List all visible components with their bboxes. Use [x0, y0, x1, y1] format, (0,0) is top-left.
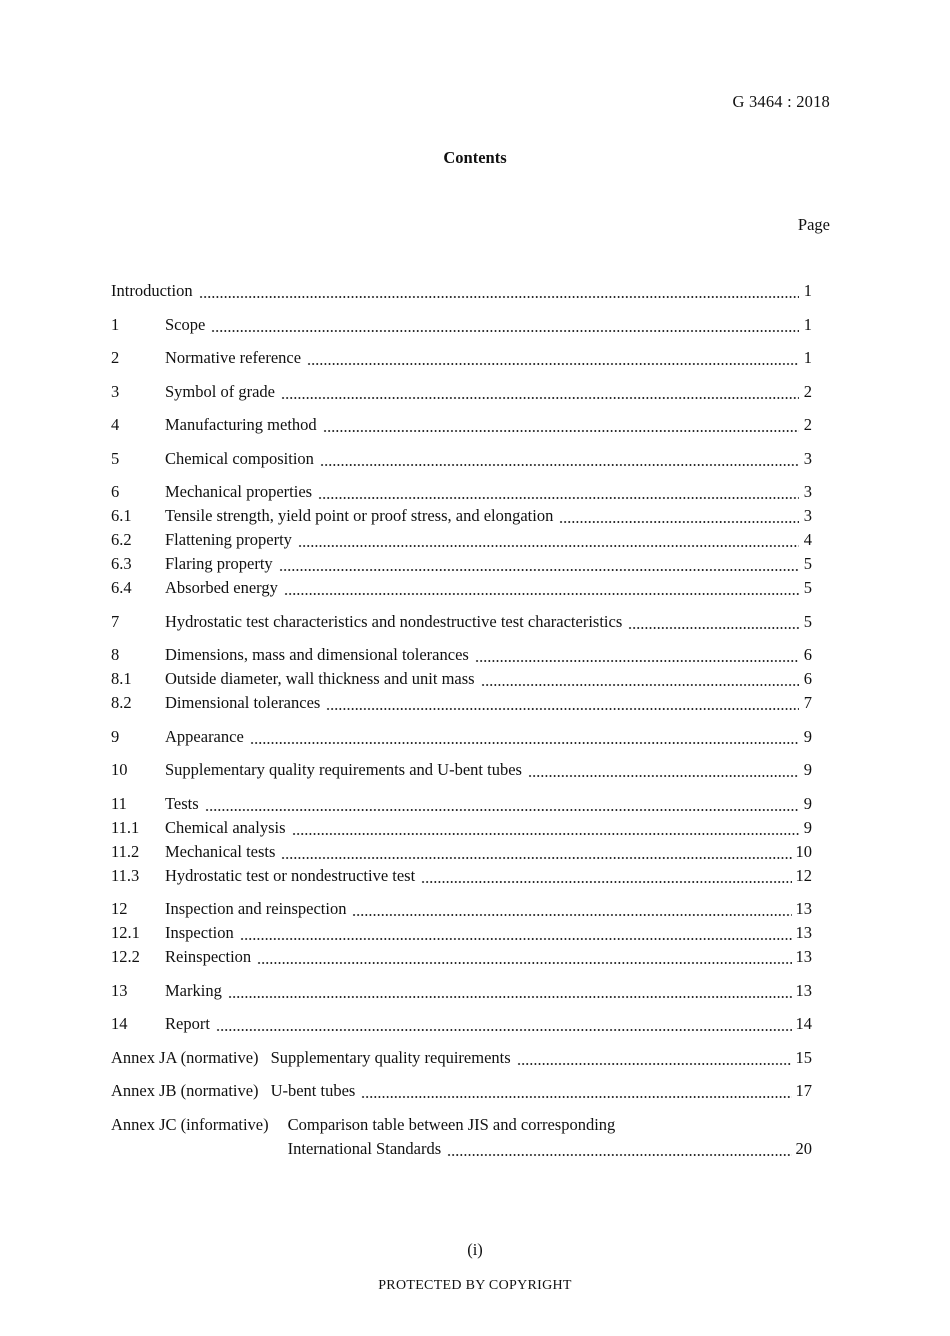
toc-entry[interactable] [111, 380, 812, 404]
toc-entry-page: 9 [803, 817, 812, 837]
toc-entry-page: 6 [803, 645, 812, 664]
toc-entry-number: 2 [111, 348, 120, 367]
toc-entry[interactable] [111, 447, 812, 471]
toc-entry-label: Dimensional tolerances [165, 693, 321, 712]
annex-title: Comparison table between JIS and corresponding [287, 1114, 616, 1134]
toc-entry-label: Report [165, 1014, 210, 1033]
dot-leader [318, 480, 799, 504]
toc-entry-page: 13 [795, 947, 812, 966]
toc-entry[interactable] [111, 792, 812, 816]
toc-entry-number: 6.3 [111, 554, 132, 573]
toc-entry-number: 11 [111, 793, 127, 813]
toc-entry-number: 14 [111, 1014, 128, 1033]
toc-entry-label: Manufacturing method [165, 415, 317, 434]
annex-designation: Annex JC (informative) [111, 1114, 269, 1134]
toc-entry-label: Flaring property [165, 554, 273, 573]
toc-entry-page: 1 [803, 314, 812, 334]
toc-entry[interactable] [111, 921, 812, 945]
copyright-notice: PROTECTED BY COPYRIGHT [378, 1278, 572, 1293]
dot-leader [292, 816, 799, 840]
toc-entry-number: 1 [111, 314, 120, 334]
toc-entry[interactable] [111, 528, 812, 552]
toc-entry-page: 5 [803, 554, 812, 573]
document-id: G 3464 : 2018 [732, 92, 830, 111]
annex-title-line [288, 1137, 812, 1161]
toc-entry-number: 6.4 [111, 578, 132, 597]
dot-leader [211, 313, 799, 337]
toc-entry-page: 1 [803, 281, 812, 300]
table-of-contents [111, 279, 812, 1161]
toc-entry-page: 13 [795, 923, 812, 942]
toc-entry-label: Normative reference [165, 348, 302, 367]
toc-entry-label: Appearance [165, 726, 244, 746]
dot-leader [559, 504, 799, 528]
toc-entry[interactable] [111, 576, 812, 600]
toc-entry[interactable] [111, 1012, 812, 1036]
annex-title: U-bent tubes [270, 1081, 356, 1100]
toc-entry-page: 12 [795, 865, 812, 885]
toc-entry-label: Introduction [111, 281, 193, 300]
annex-entry[interactable] [111, 1113, 812, 1161]
toc-entry-number: 9 [111, 726, 120, 746]
toc-entry[interactable] [111, 610, 812, 634]
toc-entry-label: Tensile strength, yield point or proof stress, and elongation [165, 506, 554, 525]
toc-entry-number: 12.1 [111, 923, 140, 942]
toc-entry-page: 3 [803, 482, 812, 501]
toc-entry-label: Mechanical properties [165, 482, 313, 501]
toc-entry-page: 2 [803, 381, 812, 401]
toc-entry[interactable] [111, 691, 812, 715]
toc-entry-number: 6.2 [111, 530, 132, 549]
dot-leader [517, 1046, 792, 1070]
toc-entry-number: 10 [111, 760, 128, 779]
toc-entry-label: Inspection [165, 923, 234, 942]
dot-leader [421, 864, 791, 888]
toc-entry-page: 9 [803, 793, 812, 813]
dot-leader [528, 758, 799, 782]
toc-entry[interactable] [111, 979, 812, 1003]
toc-entry[interactable] [111, 945, 812, 969]
page-title: Contents [443, 148, 507, 167]
toc-entry-number: 11.2 [111, 841, 140, 861]
toc-entry-number: 12 [111, 899, 128, 918]
dot-leader [323, 413, 799, 437]
toc-entry-label: Tests [165, 793, 199, 813]
toc-entry[interactable] [111, 816, 812, 840]
toc-entry-label: Hydrostatic test characteristics and nondestructive test characteristics [165, 611, 623, 631]
toc-entry-label: Dimensions, mass and dimensional tolerances [165, 645, 469, 664]
toc-entry-number: 6.1 [111, 506, 132, 525]
toc-entry-page: 14 [795, 1014, 812, 1033]
dot-leader [279, 552, 799, 576]
toc-entry-label: Inspection and reinspection [165, 899, 347, 918]
toc-entry-page: 9 [803, 726, 812, 746]
dot-leader [320, 447, 799, 471]
dot-leader [205, 792, 799, 816]
toc-entry-page: 6 [803, 669, 812, 688]
dot-leader [298, 528, 799, 552]
annex-page: 20 [795, 1138, 812, 1158]
page-column-heading: Page [797, 215, 830, 234]
toc-entry[interactable] [111, 413, 812, 437]
toc-entry-label: Absorbed energy [165, 578, 278, 597]
toc-entry-page: 1 [803, 348, 812, 367]
toc-entry-page: 5 [803, 578, 812, 597]
toc-entry-number: 12.2 [111, 947, 140, 966]
toc-entry[interactable] [111, 504, 812, 528]
annex-page: 15 [795, 1047, 812, 1067]
annex-entry[interactable] [111, 1046, 812, 1070]
toc-entry-number: 11.1 [111, 817, 140, 837]
toc-entry-number: 3 [111, 381, 120, 401]
toc-entry[interactable] [111, 897, 812, 921]
footer-page-number: (i) [467, 1240, 483, 1259]
toc-entry-page: 10 [795, 841, 812, 861]
dot-leader [361, 1079, 791, 1103]
dot-leader [199, 279, 799, 303]
dot-leader [240, 921, 792, 945]
dot-leader [628, 610, 799, 634]
dot-leader [481, 667, 799, 691]
dot-leader [284, 576, 799, 600]
toc-entry-label: Marking [165, 980, 222, 1000]
toc-entry-page: 4 [803, 530, 812, 549]
toc-entry[interactable] [111, 840, 812, 864]
dot-leader [447, 1137, 791, 1161]
toc-entry[interactable] [111, 864, 812, 888]
dot-leader [216, 1012, 792, 1036]
annex-designation: Annex JA (normative) [111, 1047, 259, 1067]
toc-entry-label: Mechanical tests [165, 841, 276, 861]
toc-entry[interactable] [111, 758, 812, 782]
annex-title-lines [288, 1113, 812, 1161]
toc-entry-number: 5 [111, 448, 120, 468]
toc-entry-label: Supplementary quality requirements and U-bent tubes [165, 760, 522, 779]
toc-entry[interactable] [111, 552, 812, 576]
toc-entry-page: 2 [803, 415, 812, 434]
toc-entry-label: Symbol of grade [165, 381, 275, 401]
dot-leader [281, 840, 791, 864]
toc-entry-page: 5 [803, 611, 812, 631]
annex-title-line [288, 1113, 812, 1137]
toc-entry-page: 13 [795, 899, 812, 918]
toc-entry-number: 4 [111, 415, 120, 434]
toc-entry-page: 13 [795, 980, 812, 1000]
toc-entry-number: 11.3 [111, 865, 140, 885]
toc-entry-label: Scope [165, 314, 206, 334]
dot-leader [307, 346, 799, 370]
toc-entry-number: 8.2 [111, 693, 132, 712]
annex-entry[interactable] [111, 1079, 812, 1103]
toc-entry-page: 3 [803, 448, 812, 468]
toc-entry-page: 7 [803, 693, 812, 712]
dot-leader [281, 380, 799, 404]
annex-page: 17 [795, 1081, 812, 1100]
dot-leader [352, 897, 791, 921]
toc-entry-label: Chemical analysis [165, 817, 286, 837]
dot-leader [326, 691, 799, 715]
toc-entry-page: 3 [803, 506, 812, 525]
toc-entry[interactable] [111, 667, 812, 691]
toc-entry[interactable] [111, 480, 812, 504]
toc-entry-label: Outside diameter, wall thickness and unit mass [165, 669, 475, 688]
toc-entry-page: 9 [803, 760, 812, 779]
toc-entry-label: Reinspection [165, 947, 252, 966]
dot-leader [475, 643, 799, 667]
toc-entry-number: 8.1 [111, 669, 132, 688]
toc-entry[interactable] [111, 313, 812, 337]
toc-entry[interactable] [111, 279, 812, 303]
annex-designation: Annex JB (normative) [111, 1081, 259, 1100]
toc-entry-number: 7 [111, 611, 120, 631]
toc-entry-label: Hydrostatic test or nondestructive test [165, 865, 416, 885]
dot-leader [228, 979, 792, 1003]
toc-entry[interactable] [111, 725, 812, 749]
toc-entry-number: 6 [111, 482, 120, 501]
dot-leader [257, 945, 791, 969]
toc-entry-label: Chemical composition [165, 448, 314, 468]
toc-entry[interactable] [111, 346, 812, 370]
toc-entry-label: Flattening property [165, 530, 292, 549]
toc-entry-number: 13 [111, 980, 128, 1000]
toc-entry-number: 8 [111, 645, 120, 664]
annex-title: International Standards [287, 1138, 442, 1158]
annex-title: Supplementary quality requirements [270, 1047, 511, 1067]
dot-leader [250, 725, 799, 749]
toc-entry[interactable] [111, 643, 812, 667]
